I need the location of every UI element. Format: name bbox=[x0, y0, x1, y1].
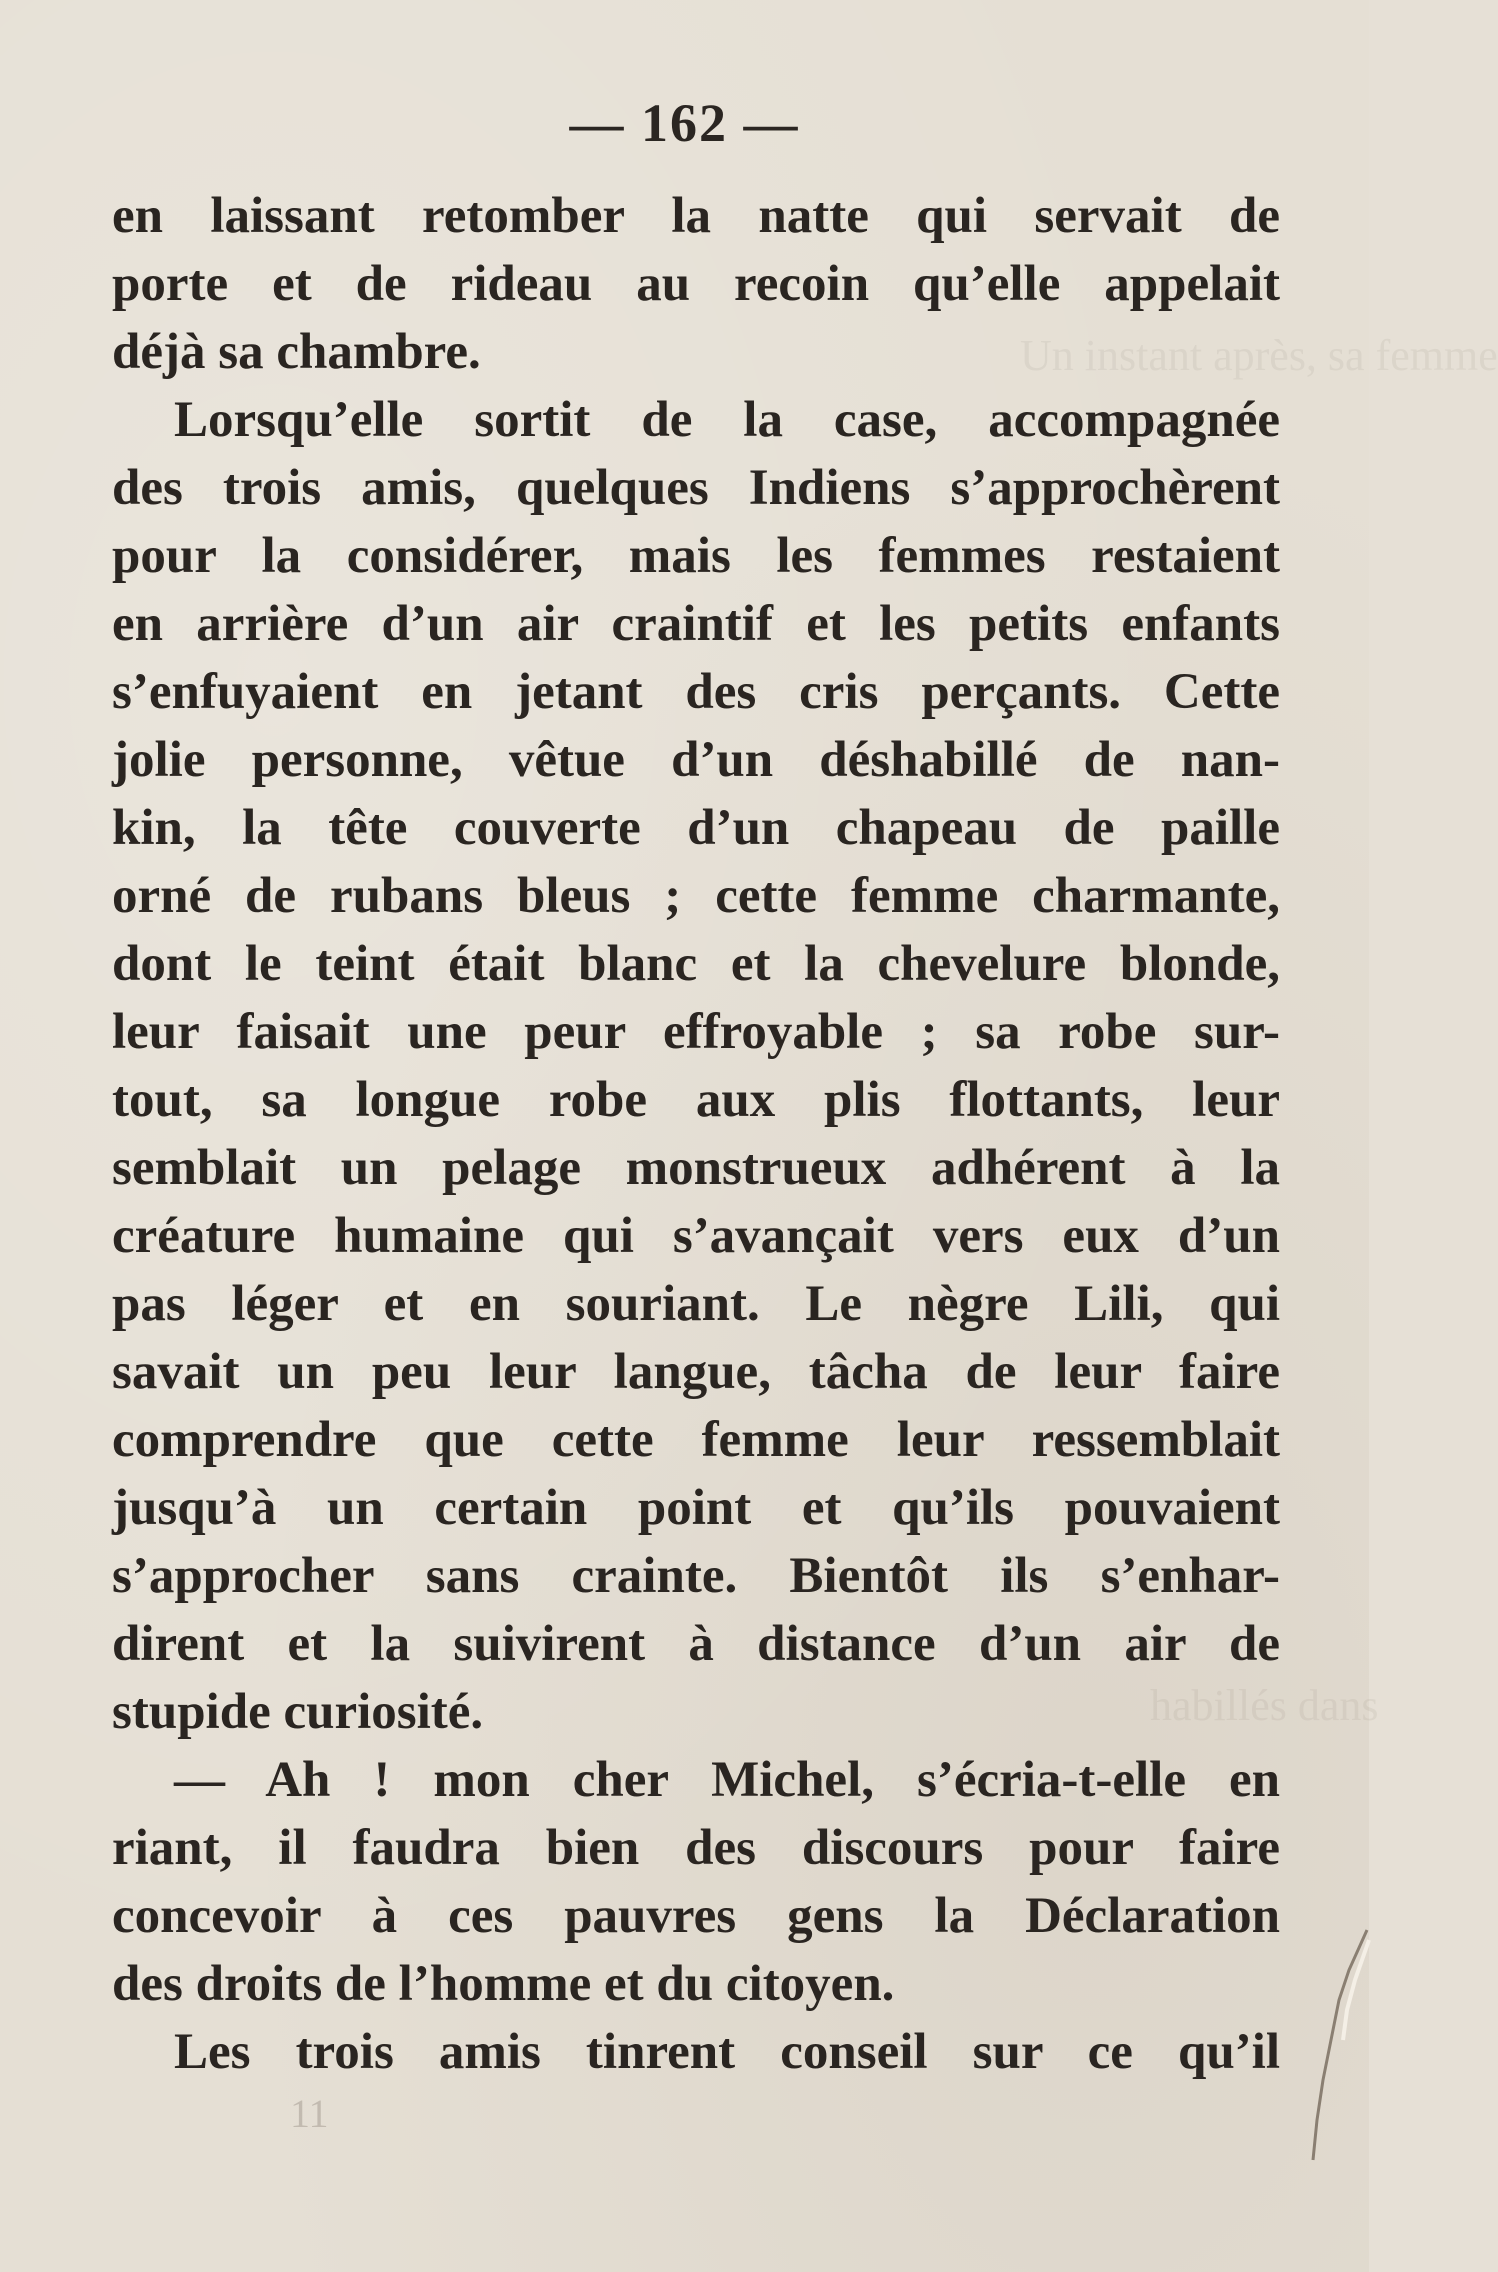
text-line: créature humaine qui s’avançait vers eux d’un bbox=[112, 1208, 1280, 1264]
page-number: — 162 — bbox=[569, 93, 800, 153]
show-through-text: Un instant après, sa femme bbox=[1020, 331, 1498, 380]
text-line: jusqu’à un certain point et qu’ils pouvaient bbox=[112, 1480, 1280, 1536]
text-line: comprendre que cette femme leur ressemblait bbox=[112, 1412, 1280, 1468]
text-line: des trois amis, quelques Indiens s’approchèrent bbox=[112, 460, 1280, 516]
text-line: pas léger et en souriant. Le nègre Lili, qui bbox=[112, 1276, 1280, 1332]
text-line: pour la considérer, mais les femmes restaient bbox=[112, 528, 1280, 584]
text-line: savait un peu leur langue, tâcha de leur faire bbox=[112, 1344, 1280, 1400]
text-line: Lorsqu’elle sortit de la case, accompagnée bbox=[174, 392, 1280, 448]
body-text bbox=[112, 182, 1280, 2086]
text-line: s’enfuyaient en jetant des cris perçants. Cette bbox=[112, 664, 1280, 720]
text-line: tout, sa longue robe aux plis flottants, leur bbox=[112, 1072, 1280, 1128]
text-line: orné de rubans bleus ; cette femme charmante, bbox=[112, 868, 1280, 924]
page-tear-mark bbox=[1309, 1930, 1369, 2160]
text-line: Les trois amis tinrent conseil sur ce qu’il bbox=[174, 2024, 1280, 2080]
text-line: kin, la tête couverte d’un chapeau de paille bbox=[112, 800, 1280, 856]
show-through-text: habillés dans bbox=[1150, 1681, 1379, 1730]
text-line: — Ah ! mon cher Michel, s’écria-t-elle en bbox=[174, 1752, 1280, 1808]
text-line: jolie personne, vêtue d’un déshabillé de nan- bbox=[112, 732, 1280, 788]
text-line: porte et de rideau au recoin qu’elle appelait bbox=[112, 256, 1280, 312]
text-line: dirent et la suivirent à distance d’un air de bbox=[112, 1616, 1280, 1672]
text-line: s’approcher sans crainte. Bientôt ils s’enhar- bbox=[112, 1548, 1280, 1604]
text-line: dont le teint était blanc et la chevelure blonde, bbox=[112, 936, 1280, 992]
text-line: concevoir à ces pauvres gens la Déclaration bbox=[112, 1888, 1280, 1944]
text-line: en arrière d’un air craintif et les petits enfants bbox=[112, 596, 1280, 652]
text-line: semblait un pelage monstrueux adhérent à la bbox=[112, 1140, 1280, 1196]
text-line: leur faisait une peur effroyable ; sa robe sur- bbox=[112, 1004, 1280, 1060]
faint-signature-mark: 11 bbox=[290, 2091, 329, 2136]
text-line: en laissant retomber la natte qui servait de bbox=[112, 188, 1280, 244]
text-line: déjà sa chambre. bbox=[112, 324, 481, 380]
text-line: riant, il faudra bien des discours pour faire bbox=[112, 1820, 1280, 1876]
text-line: stupide curiosité. bbox=[112, 1684, 484, 1740]
text-line: des droits de l’homme et du citoyen. bbox=[112, 1956, 895, 2012]
